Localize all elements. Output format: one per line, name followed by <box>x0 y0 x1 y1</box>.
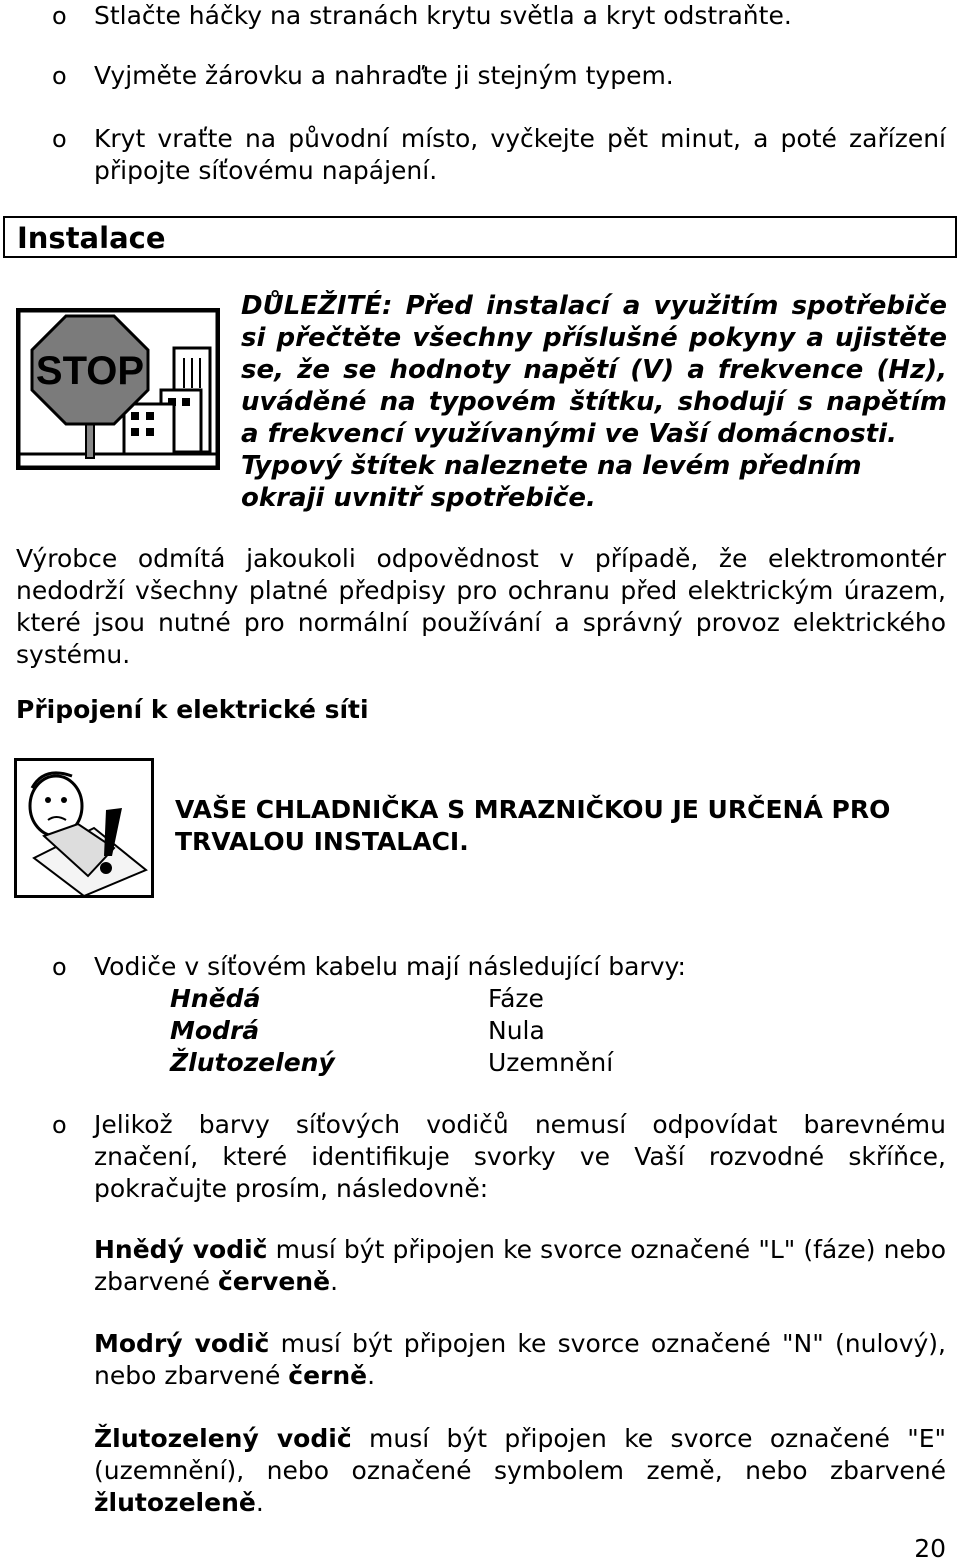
rule-body: musí být připojen ke svorce označené "E" (uzemnění), nebo označené symbolem země, nebo zbarvené <box>94 1424 946 1485</box>
rule-emphasis: žlutozeleně <box>94 1488 256 1517</box>
wire-function: Uzemnění <box>488 1048 614 1077</box>
brown-wire-rule <box>94 1234 946 1298</box>
rule-body: musí být připojen ke svorce označené "N" (nulový), nebo zbarvené <box>94 1329 946 1390</box>
wire-function: Nula <box>488 1016 545 1045</box>
bullet-item: Vyjměte žárovku a nahraďte ji stejným typem. <box>94 61 674 90</box>
stop-sign-text: STOP <box>35 349 145 393</box>
wire-color: Žlutozelený <box>170 1048 335 1077</box>
bullet-marker: o <box>52 1111 67 1139</box>
rule-end: . <box>255 1488 264 1517</box>
bullet-marker: o <box>52 62 67 90</box>
rule-end: . <box>367 1361 376 1390</box>
permanent-installation-warning: VAŠE CHLADNIČKA S MRAZNIČKOU JE URČENÁ PRO TRVALOU INSTALACI. <box>175 795 891 856</box>
disclaimer-paragraph: Výrobce odmítá jakoukoli odpovědnost v případě, že elektromontér nedodrží všechny platné předpisy pro ochranu před elektrickým úrazem, které jsou nutné pro normální používání a správný provoz elektrického systému. <box>16 544 946 669</box>
section-header-box <box>3 216 957 258</box>
wire-color: Hnědá <box>170 984 261 1013</box>
section-title: Instalace <box>17 221 166 255</box>
rule-end: . <box>330 1267 339 1296</box>
rule-emphasis: červeně <box>217 1267 331 1296</box>
mismatch-paragraph: Jelikož barvy síťových vodičů nemusí odpovídat barevnému značení, které identifikuje svorky ve Vaší rozvodné skříňce, pokračujte prosím, následovně: <box>94 1110 946 1203</box>
rule-lead: Hnědý vodič <box>94 1235 268 1264</box>
important-text-label-location: Typový štítek naleznete na levém předním okraji uvnitř spotřebiče. <box>241 451 862 513</box>
bullet-marker: o <box>52 953 67 981</box>
important-notice <box>241 290 947 514</box>
bullet-item: Stlačte háčky na stranách krytu světla a kryt odstraňte. <box>94 1 792 30</box>
rule-body: musí být připojen ke svorce označené "L" (fáze) nebo zbarvené <box>94 1235 947 1296</box>
rule-lead: Modrý vodič <box>94 1329 270 1358</box>
bullet-marker: o <box>52 2 67 30</box>
green-wire-rule <box>94 1423 946 1519</box>
stop-sign-city-icon <box>16 308 220 470</box>
man-with-exclamation-icon <box>14 758 154 898</box>
wire-color: Modrá <box>170 1016 260 1045</box>
important-text: DŮLEŽITÉ: Před instalací a využitím spotřebiče si přečtěte všechny příslušné pokyny a ujistěte se, že se hodnoty napětí (V) a frekvence (Hz), uváděné na typovém štítku, shodují s napětím a frekvencí využívanými ve Vaší domácnosti. <box>241 291 947 449</box>
wire-function: Fáze <box>488 984 544 1013</box>
blue-wire-rule <box>94 1328 946 1392</box>
bullet-item: Kryt vraťte na původní místo, vyčkejte pět minut, a poté zařízení připojte síťovému napájení. <box>94 124 946 185</box>
bullet-marker: o <box>52 125 67 153</box>
rule-emphasis: černě <box>288 1361 368 1390</box>
connection-heading: Připojení k elektrické síti <box>16 695 369 724</box>
page-number: 20 <box>914 1534 946 1563</box>
rule-lead: Žlutozelený vodič <box>94 1424 352 1453</box>
wires-intro: Vodiče v síťovém kabelu mají následující barvy: <box>94 952 686 981</box>
